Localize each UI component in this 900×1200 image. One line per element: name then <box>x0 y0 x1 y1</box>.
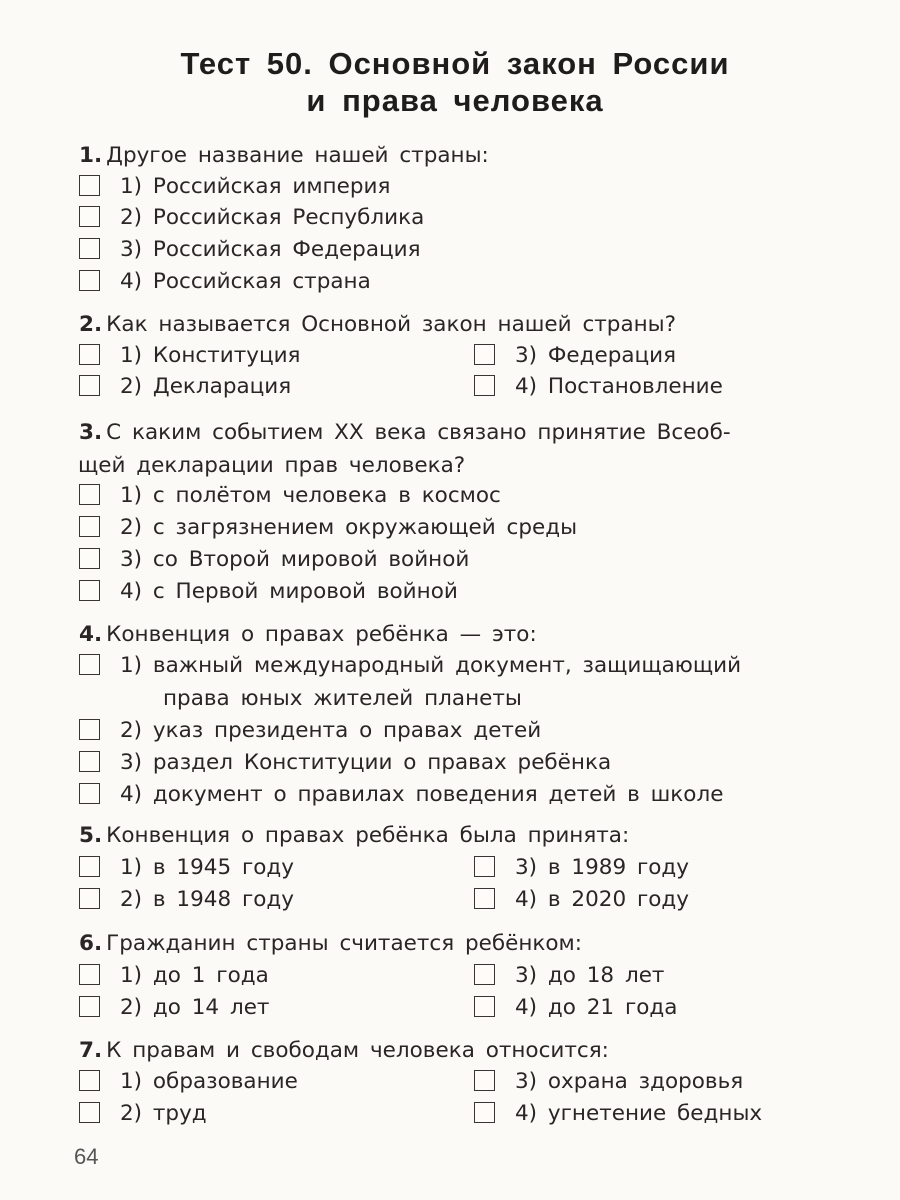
page-title-line-2: и права человека <box>306 83 604 118</box>
q2-option-1[interactable] <box>79 340 300 371</box>
checkbox[interactable] <box>79 484 100 505</box>
question-3 <box>79 417 731 481</box>
q1-option-2[interactable] <box>79 202 424 233</box>
option-label: 4) Постановление <box>515 374 723 399</box>
q6-option-4[interactable] <box>474 992 677 1023</box>
checkbox[interactable] <box>79 206 100 227</box>
checkbox[interactable] <box>79 964 100 985</box>
checkbox[interactable] <box>474 996 495 1017</box>
page-title-line-1: Тест 50. Основной закон России <box>180 46 730 81</box>
option-label: 3) со Второй мировой войной <box>120 547 470 572</box>
q7-option-3[interactable] <box>474 1066 743 1097</box>
q5-option-3[interactable] <box>474 852 689 883</box>
option-label: 1) с полётом человека в космос <box>120 483 501 508</box>
checkbox[interactable] <box>79 238 100 259</box>
option-label: 2) Российская Республика <box>120 205 425 230</box>
q1-option-4[interactable] <box>79 266 371 297</box>
option-label: 2) до 14 лет <box>120 995 270 1020</box>
option-label: 4) Российская страна <box>120 269 371 294</box>
option-label: 3) до 18 лет <box>515 963 665 988</box>
q5-option-4[interactable] <box>474 884 689 915</box>
option-label: 4) угнетение бедных <box>515 1101 763 1126</box>
checkbox[interactable] <box>79 1102 100 1123</box>
checkbox[interactable] <box>474 344 495 365</box>
question-text: Конвенция о правах ребёнка была принята: <box>106 823 630 848</box>
option-label: 1) важный международный документ, защищающий <box>120 653 742 678</box>
q2-option-2[interactable] <box>79 371 291 402</box>
option-label: 2) с загрязнением окружающей среды <box>120 515 578 540</box>
checkbox[interactable] <box>79 1070 100 1091</box>
question-number: 5. <box>79 823 103 848</box>
checkbox[interactable] <box>474 964 495 985</box>
checkbox[interactable] <box>79 516 100 537</box>
q5-option-1[interactable] <box>79 852 294 883</box>
question-text: К правам и свободам человека относится: <box>106 1038 609 1063</box>
option-label: 3) Российская Федерация <box>120 237 421 262</box>
q6-option-3[interactable] <box>474 960 664 991</box>
q6-option-1[interactable] <box>79 960 269 991</box>
q4-option-2[interactable] <box>79 715 541 746</box>
option-label: 1) Российская империя <box>120 174 391 199</box>
option-label: 1) Конституция <box>120 343 301 368</box>
checkbox[interactable] <box>79 719 100 740</box>
question-number: 4. <box>79 622 103 647</box>
checkbox[interactable] <box>79 580 100 601</box>
q3-option-1[interactable] <box>79 480 501 511</box>
checkbox[interactable] <box>79 888 100 909</box>
option-label: 3) в 1989 году <box>515 855 689 880</box>
checkbox[interactable] <box>79 654 100 675</box>
question-text-line-1: С каким событием XX века связано принятие Всеоб- <box>106 420 731 445</box>
checkbox[interactable] <box>79 344 100 365</box>
question-text: Другое название нашей страны: <box>106 143 489 168</box>
option-label: 1) до 1 года <box>120 963 269 988</box>
question-7 <box>79 1035 609 1066</box>
question-4 <box>79 619 537 650</box>
question-number: 6. <box>79 931 103 956</box>
checkbox[interactable] <box>79 751 100 772</box>
q7-option-1[interactable] <box>79 1066 298 1097</box>
q4-option-4[interactable] <box>79 779 723 810</box>
checkbox[interactable] <box>79 783 100 804</box>
question-number: 1. <box>79 143 103 168</box>
option-label: 2) в 1948 году <box>120 887 294 912</box>
option-label: 3) раздел Конституции о правах ребёнка <box>120 750 612 775</box>
option-label: 1) в 1945 году <box>120 855 294 880</box>
option-label: 4) в 2020 году <box>515 887 689 912</box>
q3-option-2[interactable] <box>79 512 577 543</box>
q4-option-1-continuation: права юных жителей планеты <box>163 686 522 711</box>
checkbox[interactable] <box>474 888 495 909</box>
q1-option-1[interactable] <box>79 171 390 202</box>
option-label: 4) с Первой мировой войной <box>120 579 458 604</box>
checkbox[interactable] <box>79 175 100 196</box>
q3-option-3[interactable] <box>79 544 469 575</box>
question-number: 3. <box>79 420 103 445</box>
option-label: 3) охрана здоровья <box>515 1069 744 1094</box>
option-label: 2) труд <box>120 1101 207 1126</box>
question-text: Как называется Основной закон нашей страны? <box>106 312 677 337</box>
q3-option-4[interactable] <box>79 576 458 607</box>
question-6 <box>79 928 582 959</box>
q2-option-4[interactable] <box>474 371 723 402</box>
option-label: 3) Федерация <box>515 343 677 368</box>
question-1 <box>79 140 489 171</box>
checkbox[interactable] <box>474 1102 495 1123</box>
q5-option-2[interactable] <box>79 884 294 915</box>
option-label: 2) Декларация <box>120 374 292 399</box>
checkbox[interactable] <box>474 375 495 396</box>
checkbox[interactable] <box>79 996 100 1017</box>
q7-option-4[interactable] <box>474 1098 762 1129</box>
option-label: 4) документ о правилах поведения детей в школе <box>120 782 724 807</box>
page-number: 64 <box>74 1144 99 1169</box>
question-5 <box>79 820 629 851</box>
option-label: 4) до 21 года <box>515 995 678 1020</box>
checkbox[interactable] <box>79 375 100 396</box>
option-label: 2) указ президента о правах детей <box>120 718 542 743</box>
question-text-line-2: щей декларации прав человека? <box>78 453 466 478</box>
question-number: 2. <box>79 312 103 337</box>
q4-option-1[interactable] <box>79 650 741 681</box>
checkbox[interactable] <box>79 856 100 877</box>
checkbox[interactable] <box>79 270 100 291</box>
question-number: 7. <box>79 1038 103 1063</box>
q6-option-2[interactable] <box>79 992 269 1023</box>
checkbox[interactable] <box>474 856 495 877</box>
q7-option-2[interactable] <box>79 1098 207 1129</box>
checkbox[interactable] <box>474 1070 495 1091</box>
question-text: Гражданин страны считается ребёнком: <box>106 931 582 956</box>
q1-option-3[interactable] <box>79 234 421 265</box>
q4-option-3[interactable] <box>79 747 611 778</box>
question-2 <box>79 309 676 340</box>
option-label: 1) образование <box>120 1069 298 1094</box>
q2-option-3[interactable] <box>474 340 676 371</box>
checkbox[interactable] <box>79 548 100 569</box>
question-text: Конвенция о правах ребёнка — это: <box>106 622 537 647</box>
